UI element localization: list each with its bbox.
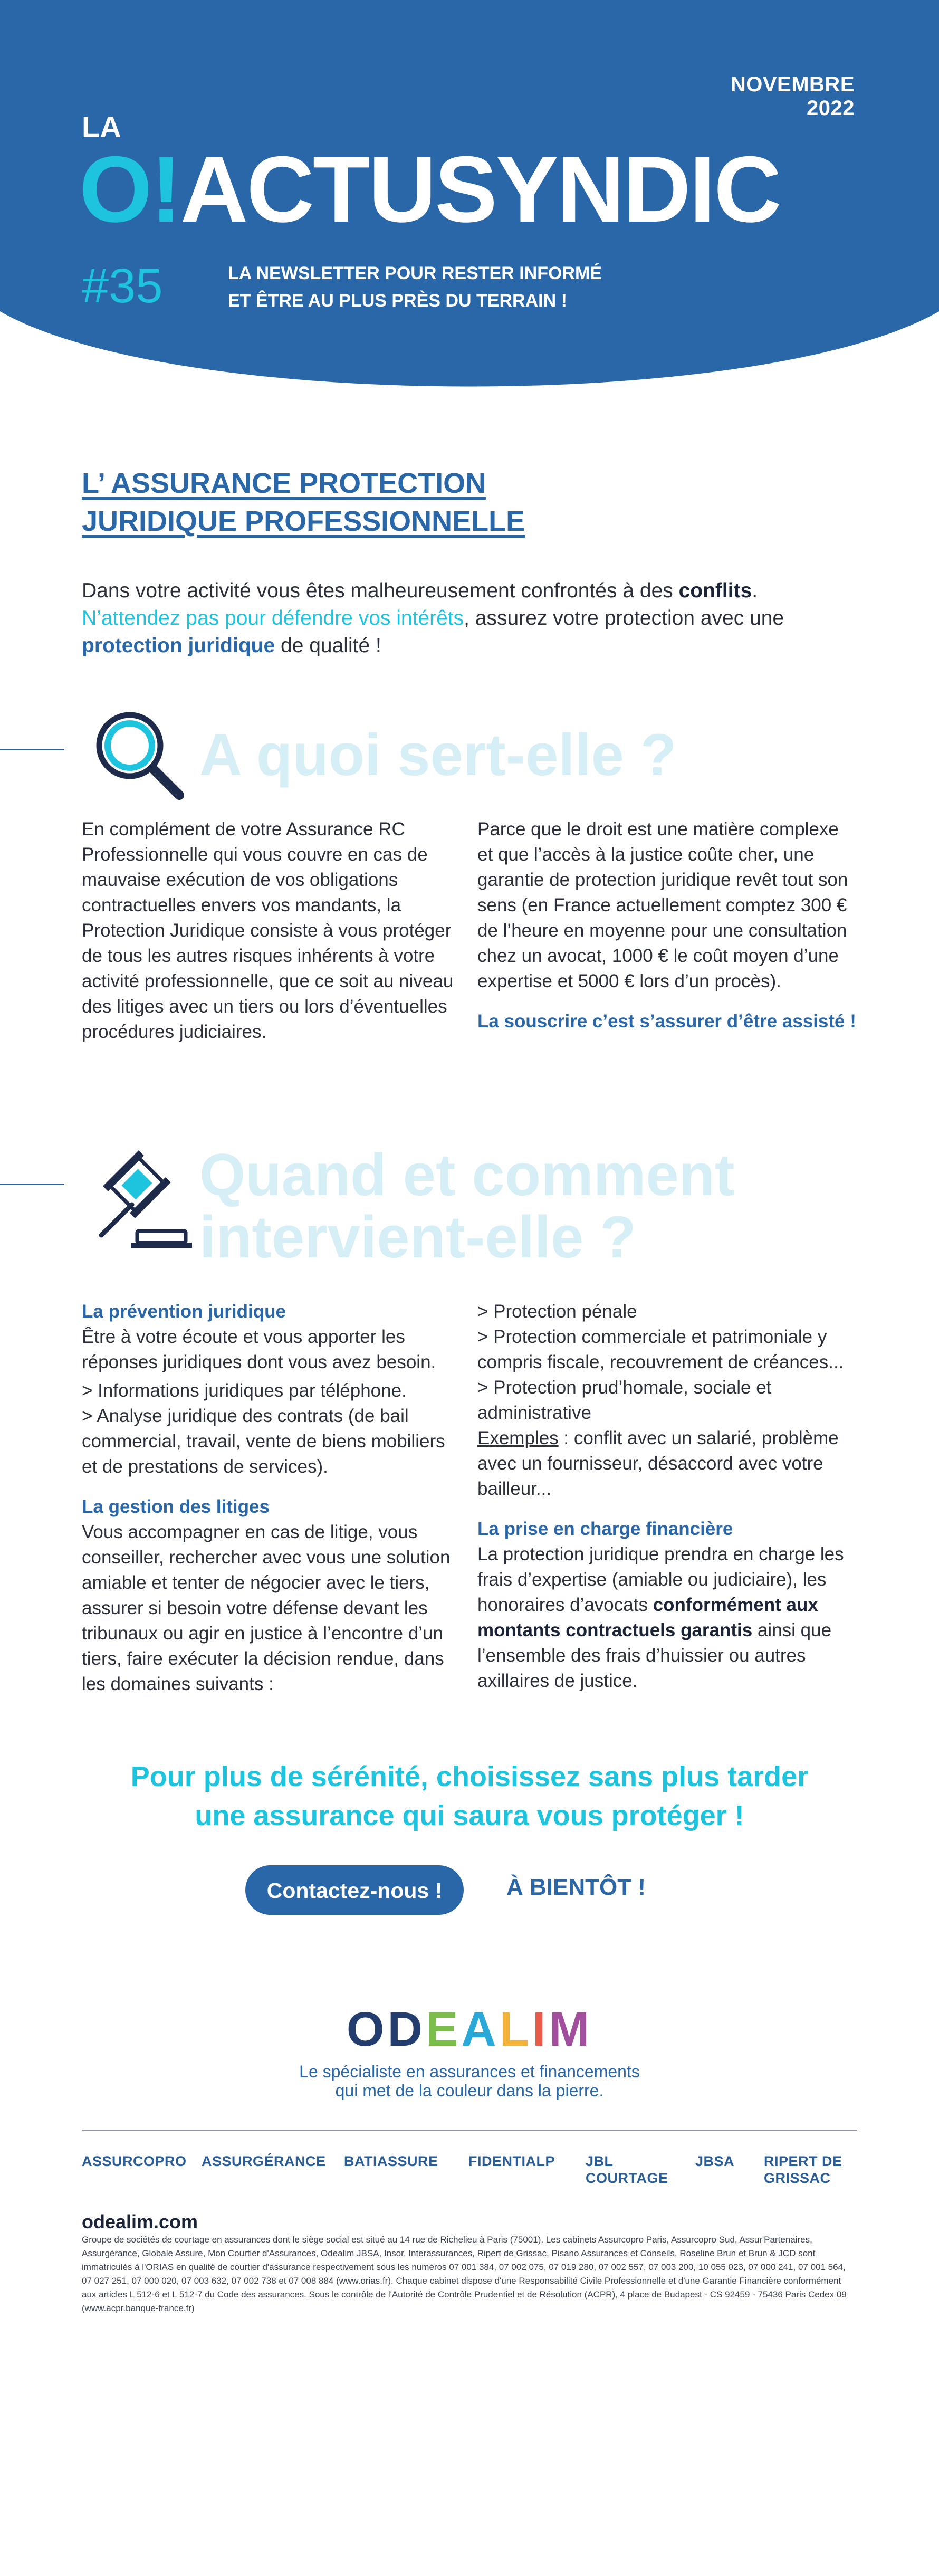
title-rest: ACTUSYNDIC (180, 137, 780, 242)
divider-line (0, 749, 64, 750)
block1-right-column (477, 817, 857, 1034)
title-prefix: LA (82, 110, 121, 144)
brand-ripert-de-grissac: RIPERT DE GRISSAC (764, 2153, 842, 2186)
examples (477, 1426, 857, 1502)
cta-line-2: une assurance qui saura vous protéger ! (195, 1800, 744, 1831)
block2-left-column (82, 1299, 462, 1697)
block1-emphasis: La souscrire c’est s’assurer d’être assisté ! (477, 1011, 856, 1032)
block2-heading-line-1: Quand et comment (199, 1142, 735, 1208)
examples-label: Exemples (477, 1428, 559, 1448)
magnifier-icon (89, 704, 189, 805)
issue-number: #35 (82, 259, 163, 313)
finance-text-2: ainsi que l’ensemble des frais d’huissier ou autres axillaires de justice. (477, 1620, 832, 1691)
prevention-title: La prévention juridique (82, 1301, 286, 1322)
footer-divider (82, 2130, 857, 2131)
block2-heading-line-2: intervient-elle ? (199, 1204, 636, 1270)
newsletter-tagline (228, 260, 703, 314)
litiges-text: Vous accompagner en cas de litige, vous conseiller, rechercher avec vous une solution amiable et tenter de négocier avec le tiers, assurer si besoin votre défense devant les tribunaux ou agir en justice à l’encontre d’un tiers, faire exécuter la décision rendue, dans les domaines suivants : (82, 1522, 451, 1694)
bientot-text: À BIENTÔT ! (506, 1874, 646, 1900)
finance-text (477, 1542, 857, 1694)
brand-jbsa: JBSA (695, 2153, 735, 2169)
block2-heading (199, 1144, 734, 1268)
prevention-item: > Analyse juridique des contrats (de bail commercial, travail, vente de biens mobiliers et de prestations de services). (82, 1406, 445, 1477)
brand-assurgerance: ASSURGÉRANCE (202, 2153, 326, 2169)
prevention-item: > Informations juridiques par téléphone. (82, 1380, 407, 1401)
section-title-line-2: JURIDIQUE PROFESSIONNELLE (82, 505, 525, 537)
divider-line (0, 1184, 64, 1185)
litiges-title: La gestion des litiges (82, 1496, 270, 1517)
examples-text: : conflit avec un salarié, problème avec un fournisseur, désaccord avec votre bailleur... (477, 1428, 839, 1499)
block1-right-text: Parce que le droit est une matière complexe et que l’accès à la justice coûte cher, une garantie de protection juridique revêt tout son sens (en France actuellement comptez 300 € de l’heure en moyenne pour une consultation chez un avocat, 1000 € le coût moyen d’une expertise et 5000 € lors d’un procès). (477, 819, 848, 991)
intro-paragraph (82, 577, 863, 660)
website-link[interactable]: odealim.com (82, 2211, 198, 2232)
gavel-icon (90, 1148, 195, 1253)
cta-line-1: Pour plus de sérénité, choisissez sans plus tarder (130, 1761, 809, 1792)
domain-item: > Protection pénale (477, 1301, 637, 1322)
domain-item: > Protection commerciale et patrimoniale y compris fiscale, recouvrement de créances... (477, 1327, 844, 1372)
contact-button[interactable]: Contactez-nous ! (245, 1865, 464, 1915)
logo-tagline-1: Le spécialiste en assurances et financements (299, 2062, 640, 2081)
intro-text-2: , assurez votre protection avec une (464, 607, 784, 629)
brand-assurcopro: ASSURCOPRO (82, 2153, 187, 2169)
tagline-line-1: LA NEWSLETTER POUR RESTER INFORMÉ (228, 263, 602, 283)
block2-right-column (477, 1299, 857, 1694)
block1-heading: A quoi sert-elle ? (199, 722, 677, 788)
intro-text-1: Dans votre activité vous êtes malheureusement confrontés à des (82, 579, 679, 602)
newsletter-title (79, 137, 780, 242)
brand-jbl-courtage: JBL COURTAGE (586, 2153, 668, 2186)
cta-heading (79, 1757, 860, 1835)
tagline-line-2: ET ÊTRE AU PLUS PRÈS DU TERRAIN ! (228, 291, 567, 311)
section-title-line-1: L’ ASSURANCE PROTECTION (82, 468, 486, 499)
brand-fidentialp: FIDENTIALP (468, 2153, 555, 2169)
intro-text-1-end: . (752, 579, 758, 602)
odealim-logo: ODEALIM (346, 2002, 593, 2056)
block1-left-text: En complément de votre Assurance RC Professionnelle qui vous couvre en cas de mauvaise exécution de vos obligations contractuelles envers vos mandants, la Protection Juridique consiste à vous protéger de tous les autres risques inhérents à votre activité professionnelle, que ce soit au niveau des litiges avec un tiers ou lors d’éventuelles procédures judiciaires. (82, 819, 454, 1042)
finance-title: La prise en charge financière (477, 1519, 733, 1539)
logo-tagline-2: qui met de la couleur dans la pierre. (335, 2081, 604, 2100)
legal-notice: Groupe de sociétés de courtage en assurances dont le siège social est situé au 14 rue de Richelieu à Paris (75001). Les cabinets Assurcopro Paris, Assurcopro Sud, Assur'Partenaires, Assurgérance, Globale Assure, Mon Courtier d'Assurances, Odealim JBSA, Insor, Interassurances, Ripert de Grissac, Pisano Assurances et Conseils, Roseline Brun et Brun & JCD sont immatriculés à l'ORIAS en qualité de courtier d'assurance respectivement sous les numéros 07 001 384, 07 002 075, 07 019 280, 07 002 557, 07 003 200, 10 055 023, 07 000 241, 07 001 564, 07 027 251, 07 000 020, 07 003 632, 07 002 738 et 07 008 884 (www.orias.fr). Chaque cabinet dispose d'une Responsabilité Civile Professionnelle et d'une Garantie Financière conformément aux articles L 512-6 et L 512-7 du Code des assurances. Sous le contrôle de l'Autorité de Contrôle Prudentiel et de Résolution (ACPR), 4 place de Budapest - CS 92459 - 75436 Paris Cedex 09 (www.acpr.banque-france.fr) (82, 2235, 847, 2313)
intro-conflits: conflits (678, 579, 752, 602)
title-o: O! (79, 137, 180, 242)
brand-batiassure: BATIASSURE (344, 2153, 438, 2169)
newsletter-date: NOVEMBRE 2022 (730, 73, 855, 120)
finance-text-1: La protection juridique prendra en charge les frais d’expertise (amiable ou judiciaire), les honoraires d’avocats (477, 1544, 844, 1615)
logo-tagline (258, 2062, 681, 2100)
domain-item: > Protection prud’homale, sociale et administrative (477, 1377, 772, 1423)
intro-protection: protection juridique (82, 634, 275, 657)
intro-text-3: de qualité ! (275, 634, 381, 657)
finance-bold: conformément aux montants contractuels garantis (477, 1595, 818, 1640)
prevention-text: Être à votre écoute et vous apporter les réponses juridiques dont vous avez besoin. (82, 1327, 436, 1372)
intro-highlight: N’attendez pas pour défendre vos intérêts (82, 607, 464, 629)
section-title (82, 464, 609, 540)
